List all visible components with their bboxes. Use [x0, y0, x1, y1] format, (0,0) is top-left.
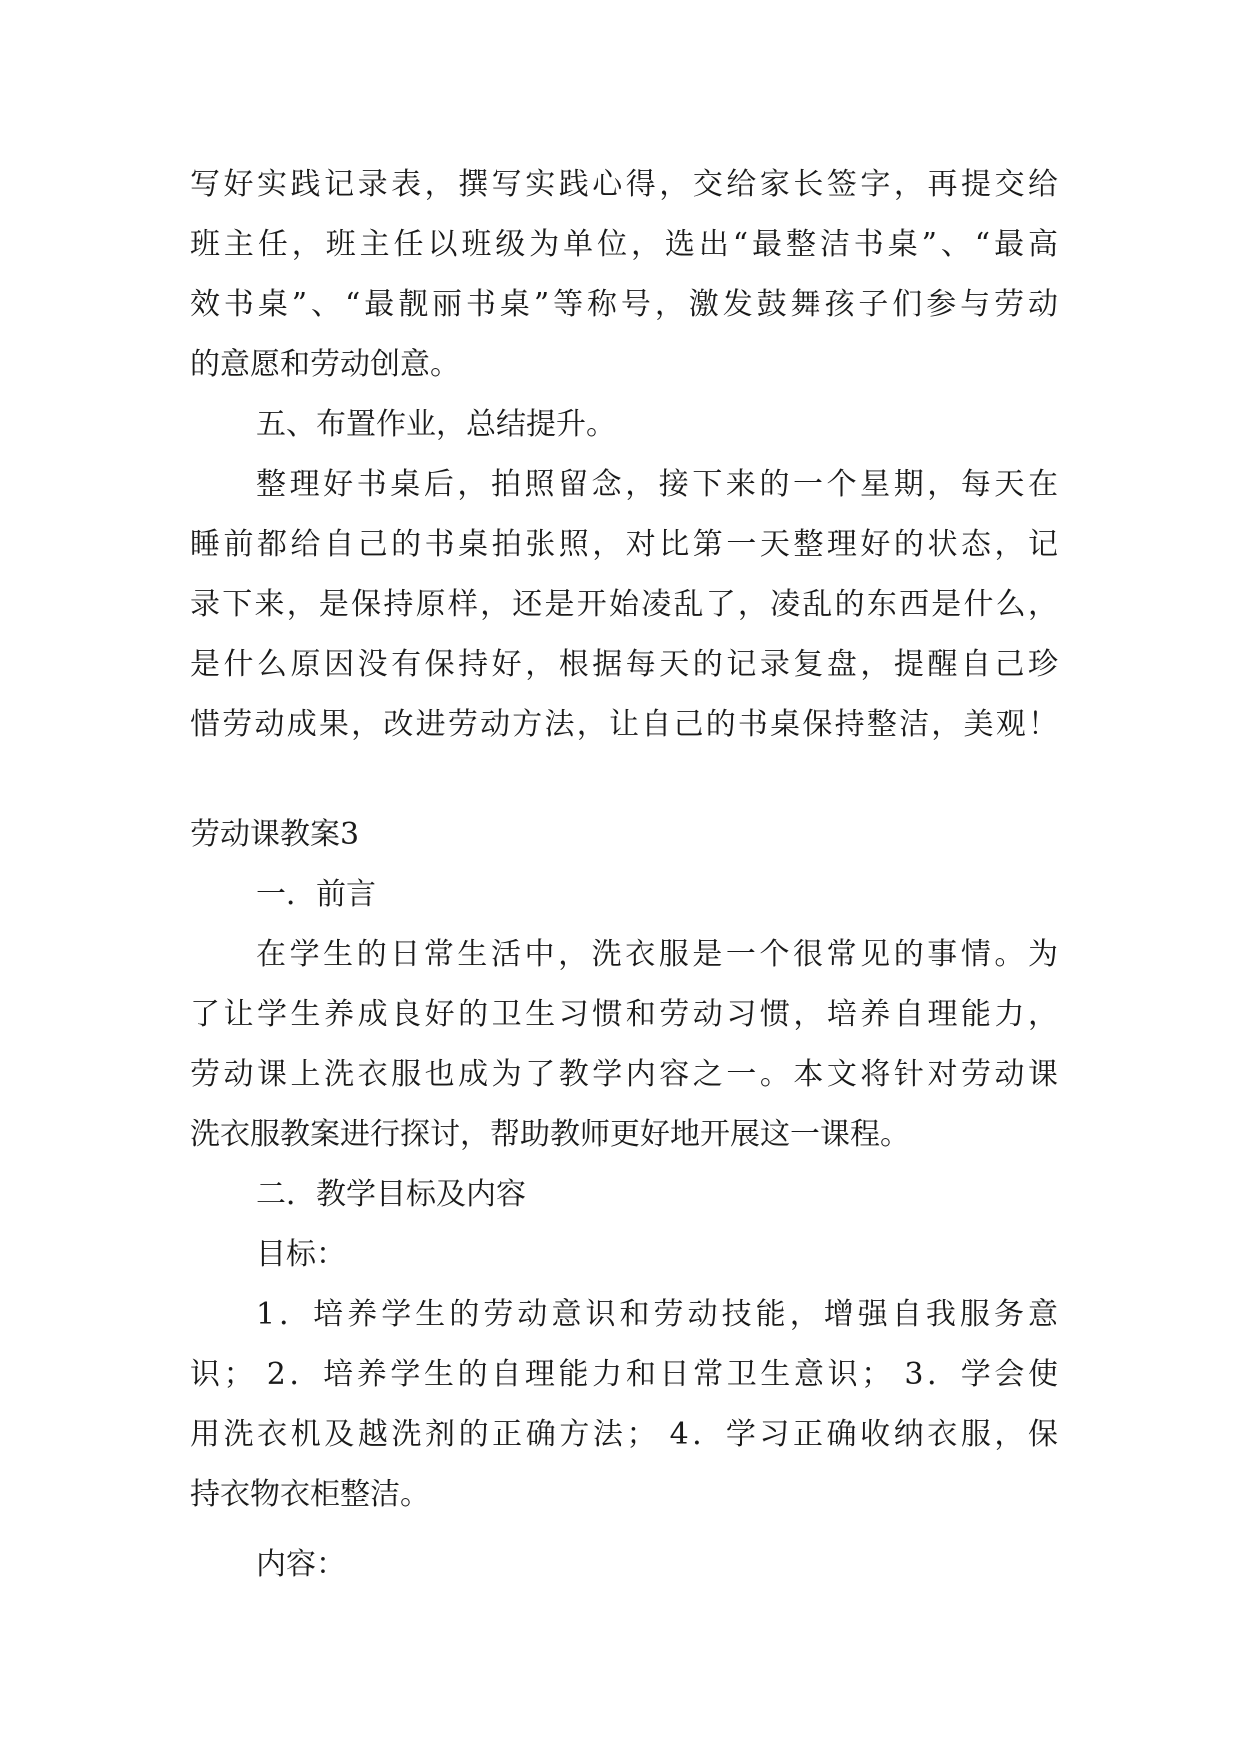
text-line: 录下来，是保持原样，还是开始凌乱了，凌乱的东西是什么， — [190, 587, 1058, 622]
section-heading: 二．教学目标及内容 — [256, 1177, 526, 1212]
text-line: 是什么原因没有保持好，根据每天的记录复盘，提醒自己珍 — [190, 647, 1058, 682]
text-line: 了让学生养成良好的卫生习惯和劳动习惯，培养自理能力， — [190, 997, 1058, 1032]
section-heading: 一．前言 — [256, 877, 376, 912]
text-line: 劳动课上洗衣服也成为了教学内容之一。本文将针对劳动课 — [190, 1057, 1058, 1092]
text-line: 洗衣服教案进行探讨，帮助教师更好地开展这一课程。 — [190, 1117, 910, 1152]
text-line: 整理好书桌后，拍照留念，接下来的一个星期，每天在 — [256, 467, 1058, 502]
text-line: 惜劳动成果，改进劳动方法，让自己的书桌保持整洁，美观！ — [190, 707, 1058, 742]
text-line: 班主任，班主任以班级为单位，选出“最整洁书桌”、“最高 — [190, 227, 1058, 262]
text-line: 用洗衣机及越洗剂的正确方法； 4．学习正确收纳衣服，保 — [190, 1417, 1058, 1452]
subheading: 内容： — [256, 1547, 346, 1582]
lesson-title: 劳动课教案3 — [190, 817, 360, 852]
text-line: 睡前都给自己的书桌拍张照，对比第一天整理好的状态，记 — [190, 527, 1058, 562]
text-line: 持衣物衣柜整洁。 — [190, 1477, 430, 1512]
subheading: 目标： — [256, 1237, 346, 1272]
text-line: 效书桌”、“最靓丽书桌”等称号，激发鼓舞孩子们参与劳动 — [190, 287, 1058, 322]
section-heading: 五、布置作业，总结提升。 — [256, 407, 616, 442]
text-line: 1．培养学生的劳动意识和劳动技能，增强自我服务意 — [256, 1297, 1058, 1332]
text-line: 在学生的日常生活中，洗衣服是一个很常见的事情。为 — [256, 937, 1058, 972]
text-line: 的意愿和劳动创意。 — [190, 347, 460, 382]
text-line: 识； 2．培养学生的自理能力和日常卫生意识； 3．学会使 — [190, 1357, 1058, 1392]
text-line: 写好实践记录表，撰写实践心得，交给家长签字，再提交给 — [190, 167, 1058, 202]
